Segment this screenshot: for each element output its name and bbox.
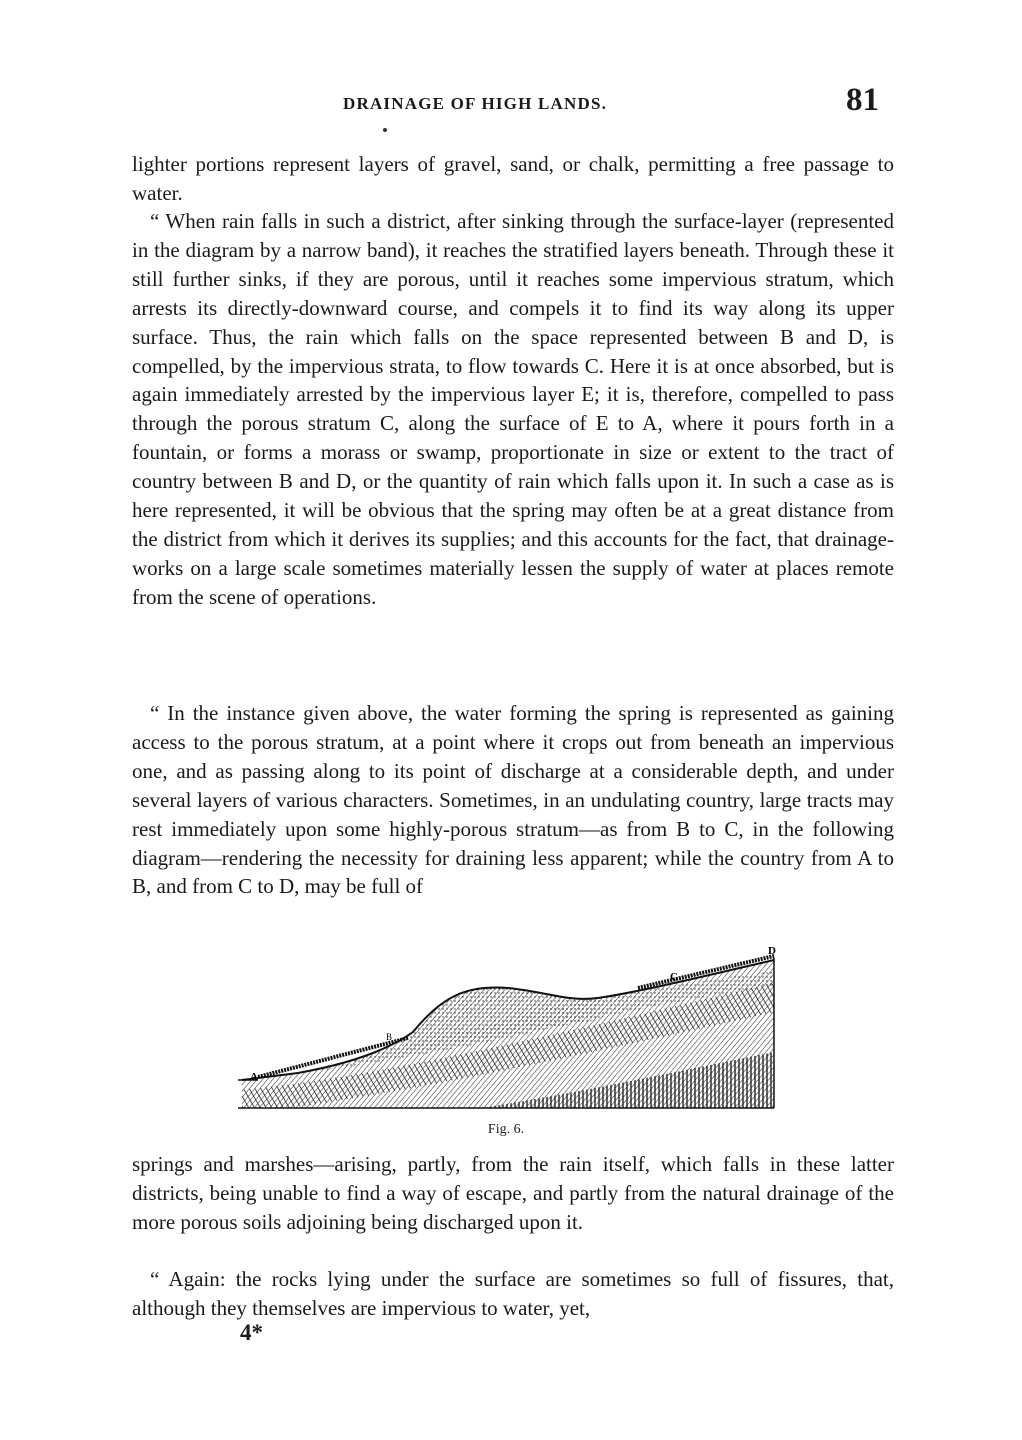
paragraph-1: lighter portions represent layers of gravel, sand, or chalk, permitting a free passage to water.	[132, 152, 894, 205]
rock-strata	[238, 940, 784, 1115]
running-title: DRAINAGE OF HIGH LANDS.	[343, 94, 608, 113]
label-d: D	[768, 945, 776, 957]
page-header	[0, 82, 1022, 128]
page-number: 81	[846, 82, 879, 118]
signature-mark: 4*	[240, 1320, 263, 1345]
label-c: C	[670, 971, 678, 983]
label-a: A	[250, 1071, 258, 1083]
printer-dot	[383, 128, 387, 132]
caption-text: Fig. 6.	[487, 1122, 525, 1137]
paragraph-5: “ Again: the rocks lying under the surface are sometimes so full of fissures, that, although they themselves are impervious to water, yet,	[132, 1267, 894, 1320]
paragraph-2: “ When rain falls in such a district, after sinking through the surface-layer (represented in the diagram by a narrow band), it reaches the stratified layers beneath. Through these it still further sinks, if they are porous, until it reaches some impervious stratum, which arrests its directly-downward course, and compels it to find its way along its upper surface. Thus, the rain which falls on the space represented between B and D, is compelled, by the impervious strata, to flow towards C. Here it is at once absorbed, but is again immediately arrested by the impervious layer E; it is, therefore, compelled to pass through the porous stratum C, along the surface of E to A, where it pours forth in a fountain, or forms a morass or swamp, proportionate in size or extent to the tract of country between B and D, or the quantity of rain which falls upon it. In such a case as is here represented, it will be obvious that the spring may often be at a great distance from the district from which it derives its supplies; and this accounts for the fact, that drainage-works on a large scale sometimes materially lessen the supply of water at places remote from the scene of operations.	[132, 209, 894, 609]
paragraph-4: springs and marshes—arising, partly, from the rain itself, which falls in these latter districts, being unable to find a way of escape, and partly from the natural drainage of the more porous soils adjoining being discharged upon it.	[132, 1152, 894, 1234]
paragraph-3: “ In the instance given above, the water forming the spring is represented as gaining access to the porous stratum, at a point where it crops out from beneath an impervious one, and as passing along to its point of discharge at a considerable depth, and under several layers of various characters. Sometimes, in an undulating country, large tracts may rest immediately upon some highly-porous stratum—as from B to C, in the following diagram—rendering the necessity for draining less apparent; while the country from A to B, and from C to D, may be full of	[132, 701, 894, 899]
figure-caption	[0, 1122, 1022, 1138]
label-b: B	[386, 1032, 393, 1042]
geology-diagram	[238, 940, 784, 1115]
